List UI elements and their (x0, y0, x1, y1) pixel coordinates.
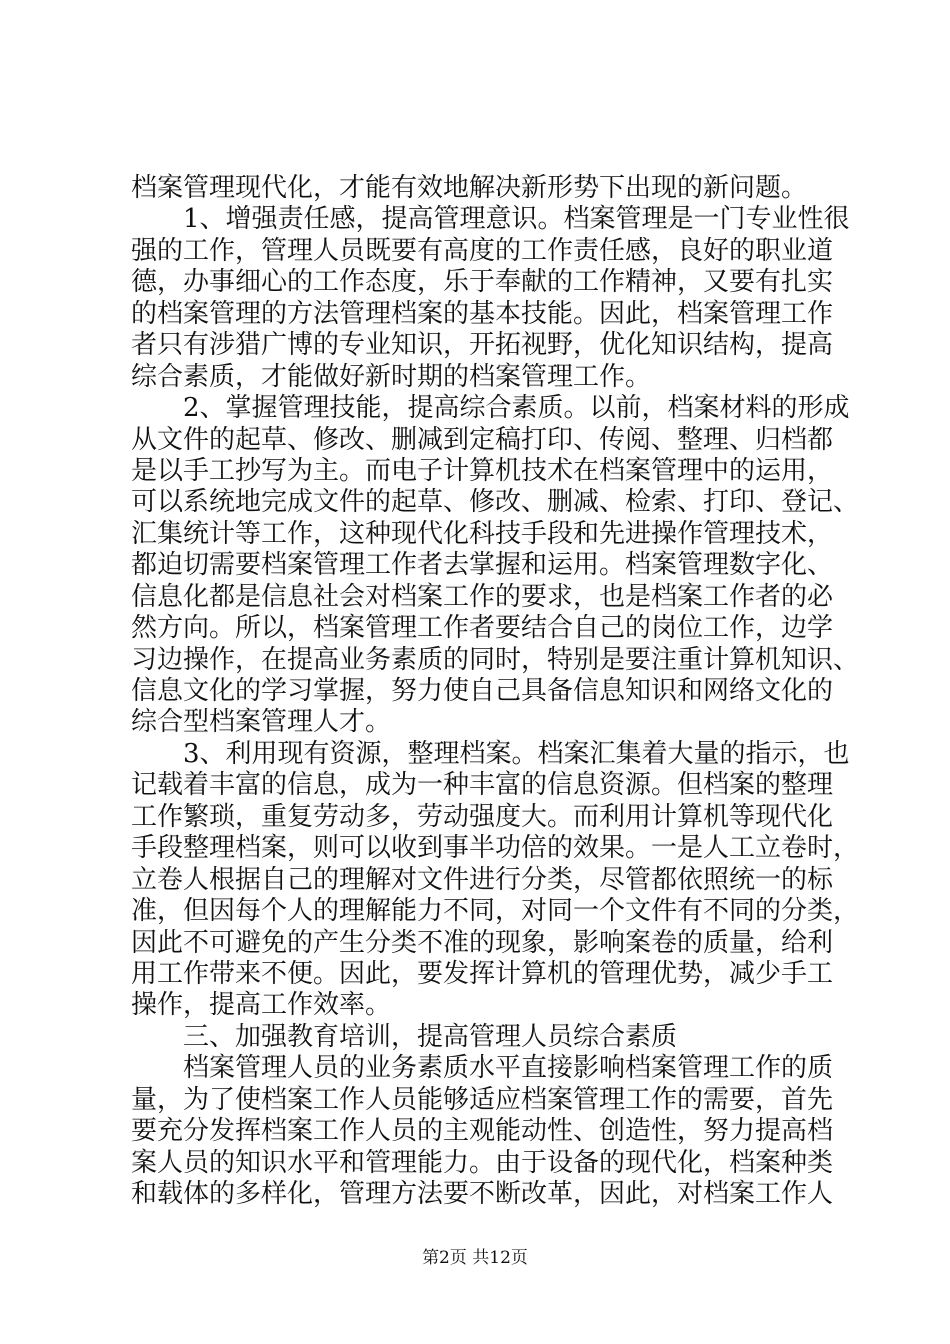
text-line: 手段整理档案，则可以收到事半功倍的效果。一是人工立卷时， (131, 833, 860, 864)
paragraph (131, 1053, 834, 1210)
text-line: 的档案管理的方法管理档案的基本技能。因此，档案管理工作 (131, 298, 834, 329)
paragraph (131, 393, 860, 739)
text-line: 档案管理人员的业务素质水平直接影响档案管理工作的质 (183, 1053, 834, 1084)
text-line: 和载体的多样化，管理方法要不断改革，因此，对档案工作人 (131, 1179, 834, 1209)
text-line: 1、增强责任感，提高管理意识。档案管理是一门专业性很 (183, 204, 850, 235)
document-body (131, 173, 860, 1210)
text-line: 立卷人根据自己的理解对文件进行分类，尽管都依照统一的标 (131, 864, 834, 895)
text-line: 三、加强教育培训，提高管理人员综合素质 (183, 1021, 678, 1052)
text-line: 可以系统地完成文件的起草、修改、删减、检索、打印、登记、 (131, 487, 860, 518)
text-line: 汇集统计等工作，这种现代化科技手段和先进操作管理技术， (131, 518, 834, 549)
text-line: 信息化都是信息社会对档案工作的要求，也是档案工作者的必 (131, 581, 834, 612)
text-line: 档案管理现代化，才能有效地解决新形势下出现的新问题。 (131, 173, 808, 203)
paragraph (131, 1022, 829, 1053)
text-line: 从文件的起草、修改、删减到定稿打印、传阅、整理、归档都 (131, 424, 834, 455)
text-line: 都迫切需要档案管理工作者去掌握和运用。档案管理数字化、 (131, 550, 834, 581)
text-line: 2、掌握管理技能，提高综合素质。以前，档案材料的形成 (183, 393, 850, 424)
text-line: 德，办事细心的工作态度，乐于奉献的工作精神，又要有扎实 (131, 267, 834, 298)
page-footer: 第2页 共12页 (422, 1248, 528, 1268)
text-line: 因此不可避免的产生分类不准的现象，影响案卷的质量，给利 (131, 927, 834, 958)
paragraph (131, 738, 860, 1022)
text-line: 工作繁琐，重复劳动多，劳动强度大。而利用计算机等现代化 (131, 801, 834, 832)
text-line: 要充分发挥档案工作人员的主观能动性、创造性，努力提高档 (131, 1116, 834, 1147)
text-line: 操作，提高工作效率。 (131, 990, 392, 1021)
text-line: 习边操作，在提高业务素质的同时，特别是要注重计算机知识、 (131, 644, 860, 675)
paragraph (131, 204, 850, 393)
text-line: 案人员的知识水平和管理能力。由于设备的现代化，档案种类 (131, 1147, 834, 1178)
text-line: 记载着丰富的信息，成为一种丰富的信息资源。但档案的整理 (131, 770, 834, 801)
text-line: 然方向。所以，档案管理工作者要结合自己的岗位工作，边学 (131, 613, 834, 644)
text-line: 准，但因每个人的理解能力不同，对同一个文件有不同的分类， (131, 896, 860, 927)
text-line: 信息文化的学习掌握，努力使自己具备信息知识和网络文化的 (131, 676, 834, 706)
text-line: 3、利用现有资源，整理档案。档案汇集着大量的指示，也 (183, 738, 850, 769)
text-line: 综合型档案管理人才。 (131, 707, 392, 738)
text-line: 是以手工抄写为主。而电子计算机技术在档案管理中的运用， (131, 455, 834, 486)
text-line: 量，为了使档案工作人员能够适应档案管理工作的需要，首先 (131, 1084, 834, 1115)
text-line: 强的工作，管理人员既要有高度的工作责任感，良好的职业道 (131, 235, 834, 266)
text-line: 者只有涉猎广博的专业知识，开拓视野，优化知识结构，提高 (131, 330, 834, 361)
text-line: 综合素质，才能做好新时期的档案管理工作。 (131, 361, 652, 392)
paragraph (131, 173, 829, 204)
text-line: 用工作带来不便。因此，要发挥计算机的管理优势，减少手工 (131, 958, 834, 989)
